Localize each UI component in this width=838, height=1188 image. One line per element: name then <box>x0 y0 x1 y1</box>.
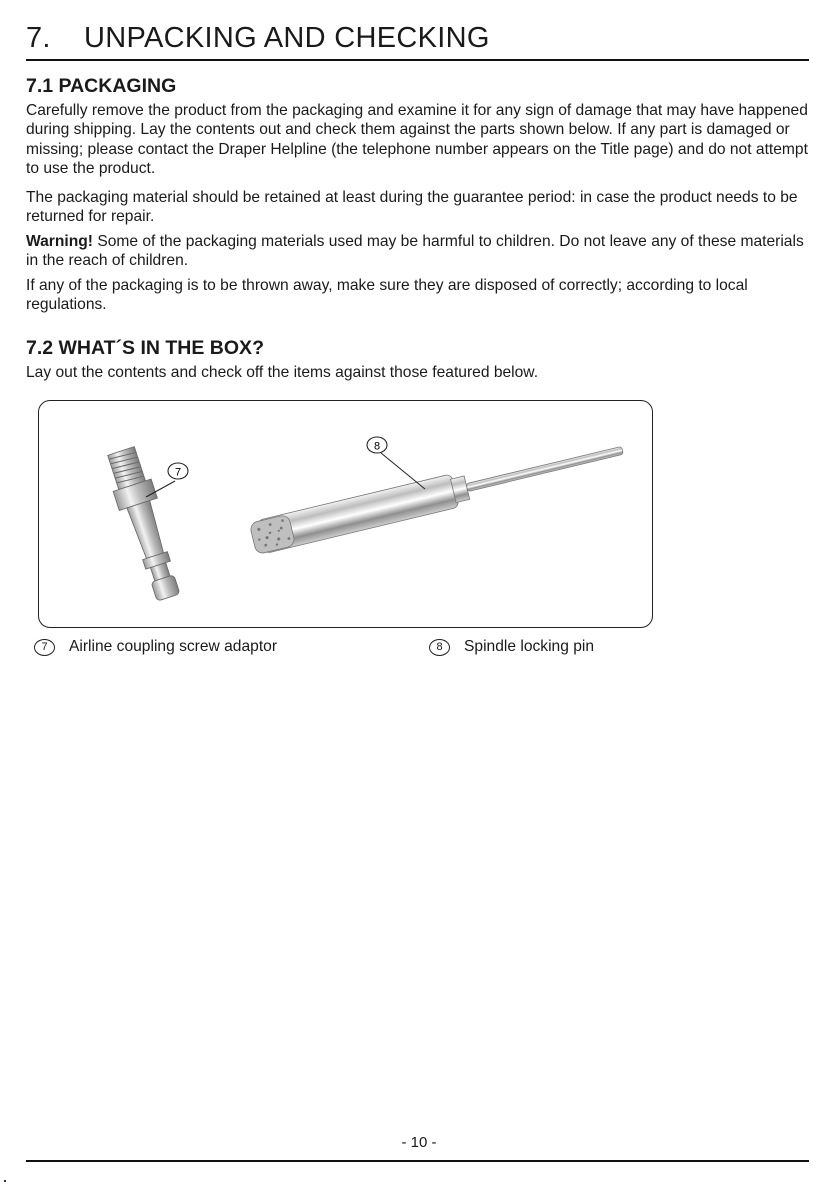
item-label: Airline coupling screw adaptor <box>69 638 278 655</box>
corner-mark <box>4 1180 6 1182</box>
chapter-number: 7. <box>26 22 51 54</box>
callout-7-label: 7 <box>174 466 182 479</box>
chapter-title: UNPACKING AND CHECKING <box>84 22 490 54</box>
bottom-divider <box>26 1160 809 1162</box>
warning-label: Warning! <box>26 233 93 250</box>
item-label: Spindle locking pin <box>464 638 595 655</box>
top-divider <box>26 59 809 61</box>
page-title <box>26 18 490 58</box>
section-heading-packaging: 7.1 PACKAGING <box>26 75 177 97</box>
warning-paragraph <box>26 232 812 271</box>
spindle-locking-pin-image <box>249 434 626 556</box>
section-heading-whats-in-box: 7.2 WHAT´S IN THE BOX? <box>26 337 264 359</box>
parts-list-item <box>34 638 277 656</box>
warning-text: Some of the packaging materials used may be harmful to children. Do not leave any of these materials in the reach of children. <box>26 233 804 270</box>
parts-illustration <box>39 401 652 627</box>
item-number-badge: 7 <box>34 639 55 656</box>
packaging-paragraph-1: Carefully remove the product from the packaging and examine it for any sign of damage that may have happened during shipping. Lay the contents out and check them against the parts shown below. If any part is damaged or missing; please contact the Draper Helpline (the telephone number appears on the Title page) and do not attempt to use the product. <box>26 102 808 177</box>
box-intro-paragraph: Lay out the contents and check off the items against those featured below. <box>26 364 539 381</box>
parts-figure <box>38 400 653 628</box>
item-number-badge: 8 <box>429 639 450 656</box>
packaging-paragraph-4: If any of the packaging is to be thrown away, make sure they are disposed of correctly; according to local regulations. <box>26 277 748 314</box>
parts-list <box>34 638 734 660</box>
packaging-paragraph-2: The packaging material should be retained at least during the guarantee period: in case the product needs to be returned for repair. <box>26 189 798 226</box>
parts-list-item <box>429 638 594 656</box>
callout-8-label: 8 <box>373 440 381 453</box>
page-number: - 10 - <box>401 1134 437 1151</box>
callout-8-leader <box>381 453 425 489</box>
